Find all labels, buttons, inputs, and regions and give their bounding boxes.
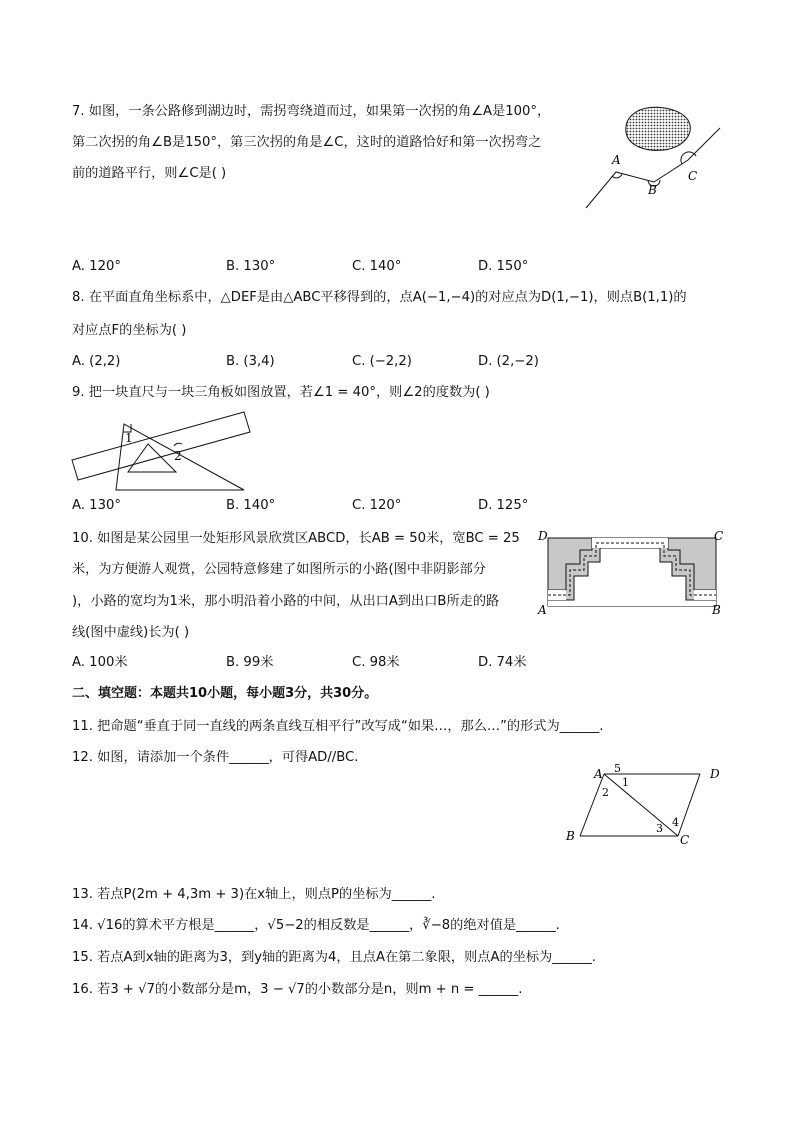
q8-option-d[interactable]: D. (2,−2) [478,354,539,369]
question-10-line-2: 米，为方便游人观赏，公园特意修建了如图所示的小路(图中非阴影部分 [72,562,486,577]
section-2-heading: 二、填空题：本题共10小题，每小题3分，共30分。 [72,686,378,701]
question-8-line-2: 对应点F的坐标为( ) [72,323,187,338]
fig12-label-a: A [594,767,603,781]
fig12-label-c: C [680,833,690,847]
question-12-figure [560,764,730,846]
question-9-figure [68,404,258,492]
question-7-line-2: 第二次拐的角∠B是150°，第三次拐的角是∠C，这时的道路恰好和第一次拐弯之 [72,135,542,150]
fig7-label-a: A [612,153,621,167]
fig12-label-d: D [710,767,720,781]
q9-option-b[interactable]: B. 140° [226,498,276,513]
question-16: 16. 若3 + √7的小数部分是m，3 − √7的小数部分是n，则m + n = ______. [72,982,523,997]
fig12-label-5: 5 [614,762,621,775]
question-10-line-3: )，小路的宽均为1米，那小明沿着小路的中间，从出口A到出口B所走的路 [72,594,500,609]
fig10-label-c: C [714,529,724,543]
question-10-figure [536,528,726,618]
question-9-line-1: 9. 把一块直尺与一块三角板如图放置，若∠1 = 40°，则∠2的度数为( ) [72,385,490,400]
question-7-line-1: 7. 如图，一条公路修到湖边时，需拐弯绕道而过，如果第一次拐的角∠A是100°， [72,104,551,119]
fig12-label-3: 3 [656,822,663,835]
question-10-line-4: 线(图中虚线)长为( ) [72,625,190,640]
q9-option-c[interactable]: C. 120° [352,498,402,513]
fig12-label-4: 4 [672,816,679,829]
fig12-label-b: B [566,829,575,843]
question-7-line-3: 前的道路平行，则∠C是( ) [72,166,227,181]
q9-option-d[interactable]: D. 125° [478,498,529,513]
q10-option-d[interactable]: D. 74米 [478,655,527,670]
fig10-label-a: A [538,603,547,617]
q9-option-a[interactable]: A. 130° [72,498,121,513]
fig9-label-1: 1 [125,431,133,445]
question-11: 11. 把命题“垂直于同一直线的两条直线互相平行”改写成“如果…，那么…”的形式为______. [72,719,604,734]
diagonal-ac [604,774,678,836]
q8-option-b[interactable]: B. (3,4) [226,354,275,369]
q7-option-b[interactable]: B. 130° [226,259,276,274]
fig7-label-c: C [688,169,698,183]
q8-option-c[interactable]: C. (−2,2) [352,354,412,369]
fig10-label-d: D [538,529,548,543]
q7-option-d[interactable]: D. 150° [478,259,529,274]
question-15: 15. 若点A到x轴的距离为3，到y轴的距离为4，且点A在第二象限，则点A的坐标为______. [72,950,596,965]
q10-option-a[interactable]: A. 100米 [72,655,128,670]
question-13: 13. 若点P(2m + 4,3m + 3)在x轴上，则点P的坐标为______. [72,887,436,902]
q10-option-b[interactable]: B. 99米 [226,655,274,670]
q10-option-c[interactable]: C. 98米 [352,655,400,670]
question-10-line-1: 10. 如图是某公园里一处矩形风景欣赏区ABCD，长AB = 50米，宽BC = 25 [72,531,520,546]
fig12-label-1: 1 [622,776,629,789]
question-12: 12. 如图，请添加一个条件______，可得AD//BC. [72,750,359,765]
fig12-label-2: 2 [602,786,609,799]
fig9-label-2: 2 [174,449,182,463]
question-14: 14. √16的算术平方根是______，√5−2的相反数是______，∛−8的绝对值是______. [72,918,560,933]
question-8-line-1: 8. 在平面直角坐标系中，△DEF是由△ABC平移得到的，点A(−1,−4)的对应点为D(1,−1)，则点B(1,1)的 [72,290,687,305]
q8-option-a[interactable]: A. (2,2) [72,354,121,369]
fig10-label-b: B [712,603,721,617]
fig7-label-b: B [648,183,657,197]
lake-shape [626,107,690,150]
question-7-figure [578,100,728,220]
ruler-shape [72,412,250,480]
q7-option-c[interactable]: C. 140° [352,259,402,274]
q7-option-a[interactable]: A. 120° [72,259,121,274]
